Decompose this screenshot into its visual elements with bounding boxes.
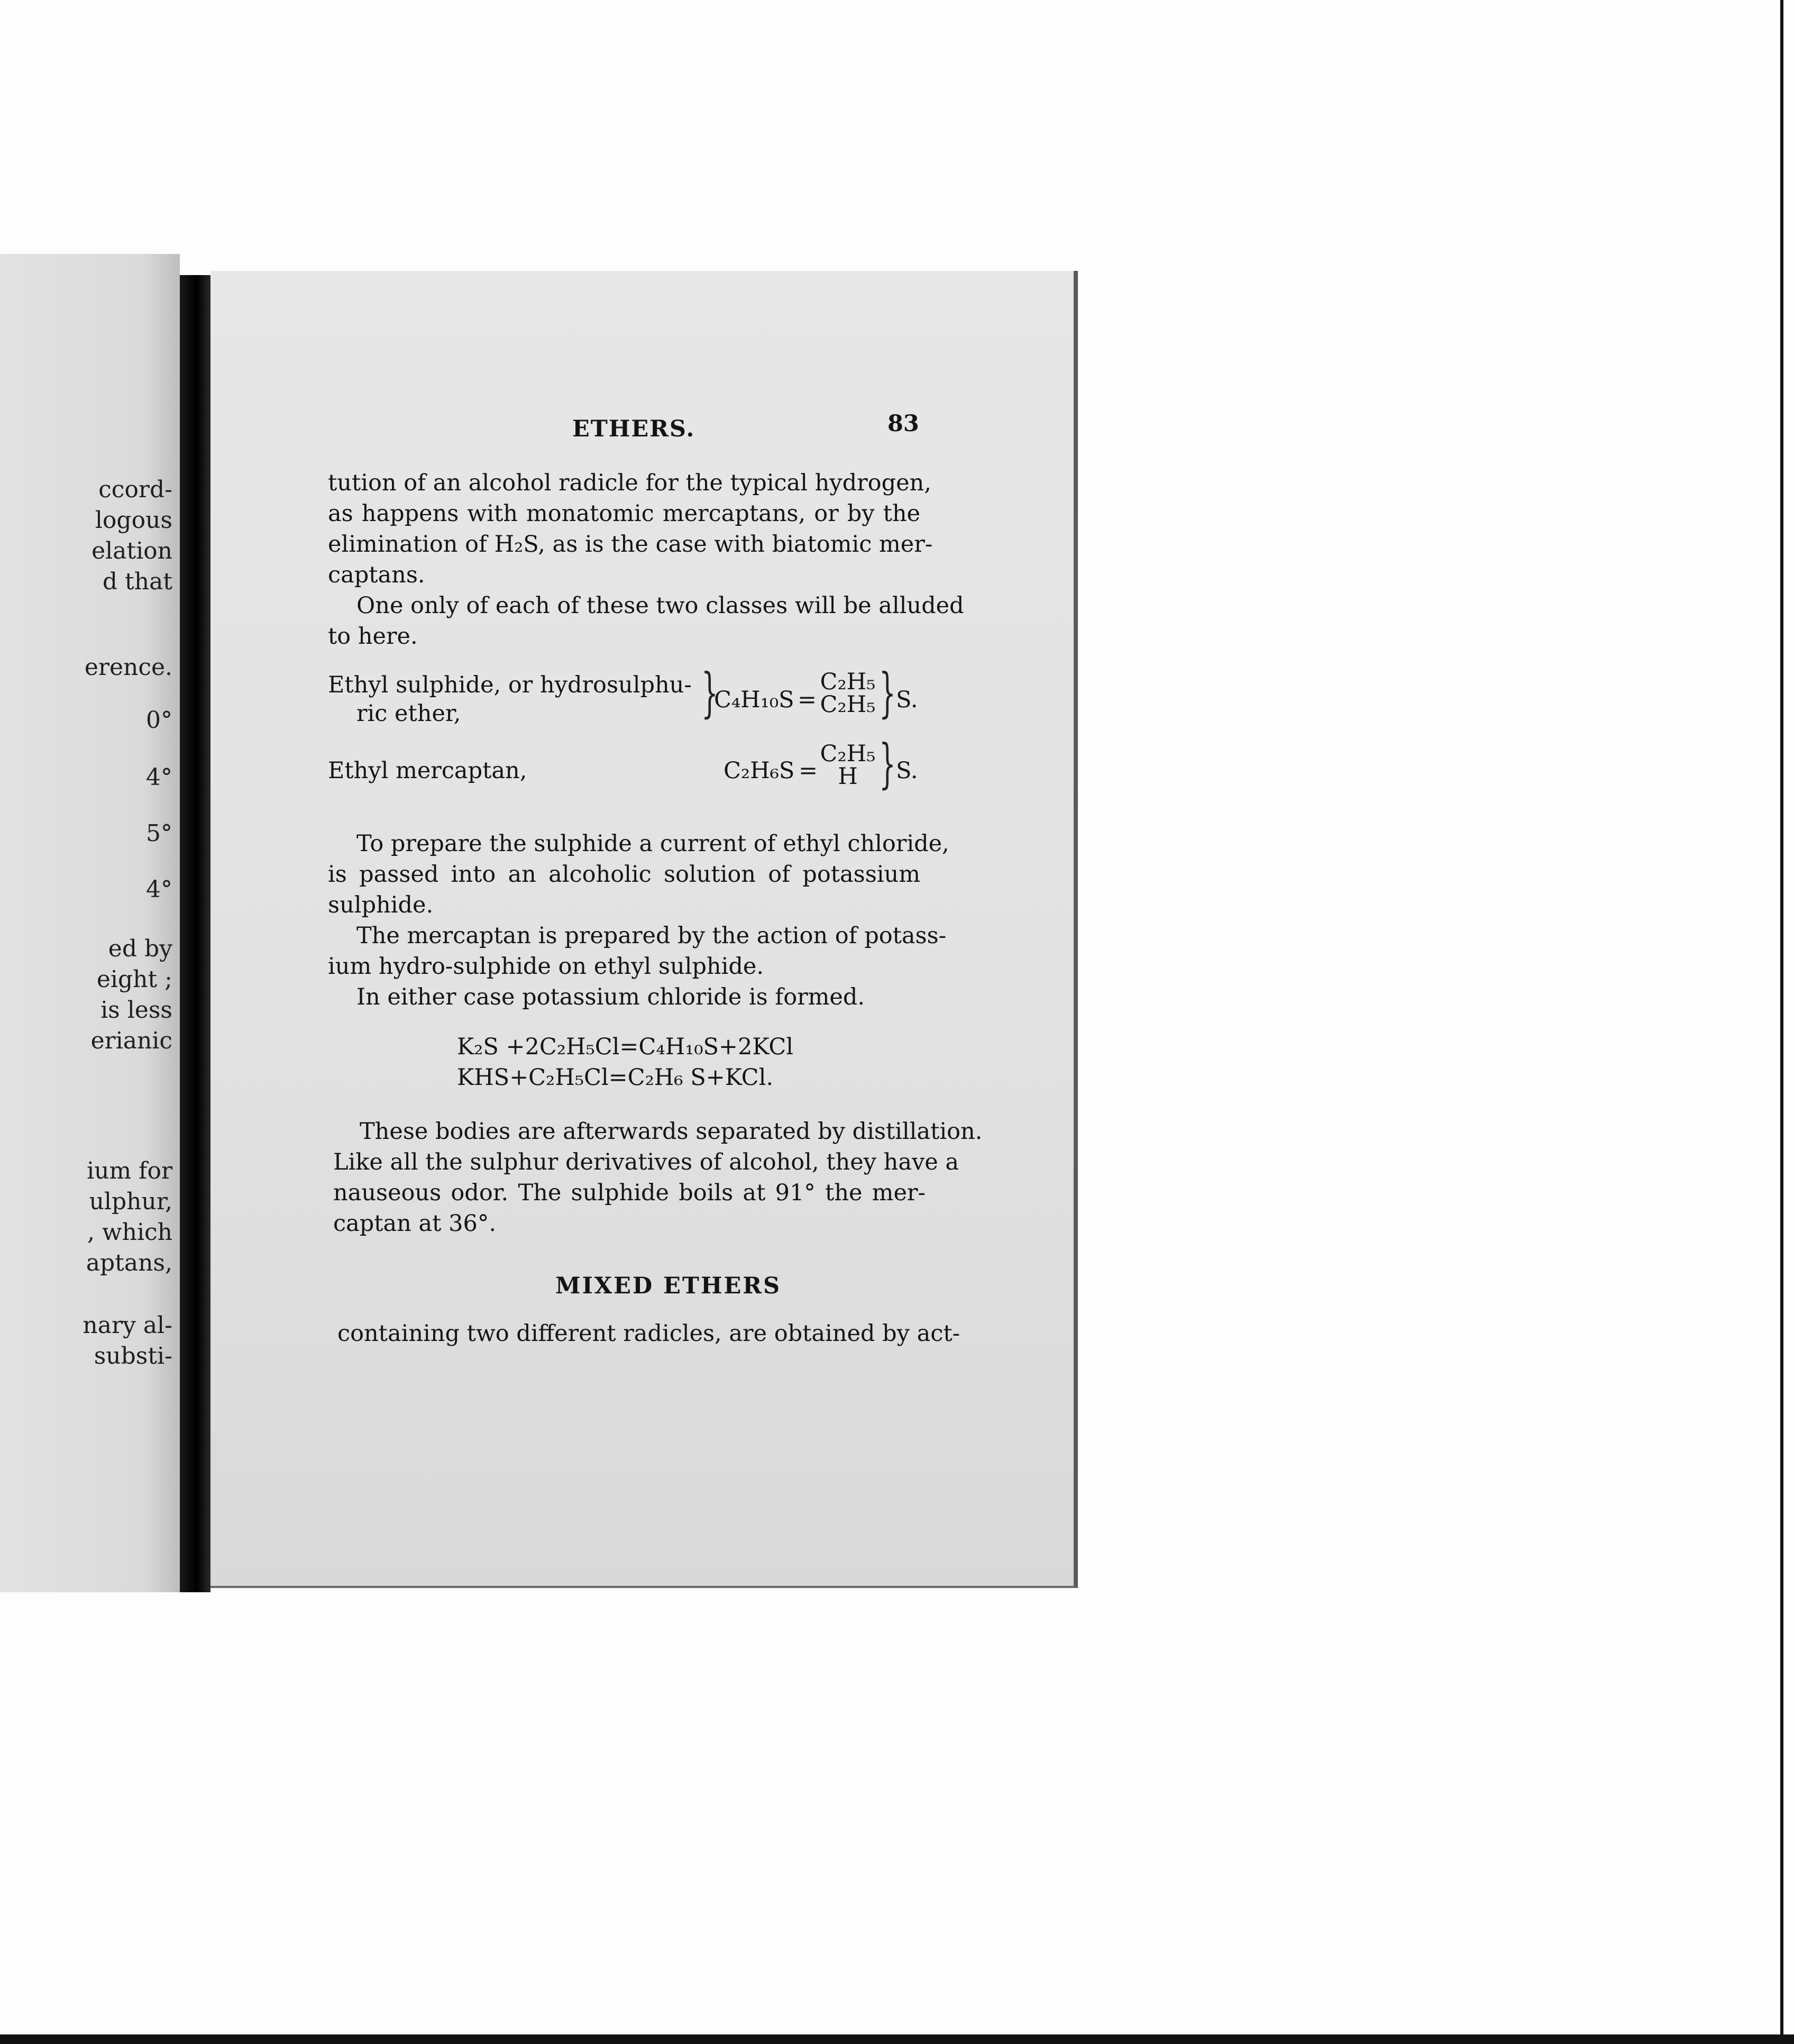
text-line: sulphide.	[328, 892, 434, 918]
text-line: These bodies are afterwards separated by distillation.	[360, 1118, 983, 1145]
previous-page-fragment	[0, 254, 180, 1592]
book-spine	[180, 275, 210, 1592]
fragment-line: , which	[87, 1219, 172, 1246]
fragment-line: nary al-	[83, 1312, 172, 1339]
fragment-line: 4°	[146, 764, 172, 791]
fragment-line: ccord-	[98, 476, 172, 503]
fragment-line: is less	[100, 997, 172, 1024]
formula-label: Ethyl sulphide, or hydrosulphu-	[328, 672, 692, 698]
radical-bottom: H	[838, 763, 858, 790]
book-page-83	[210, 271, 1078, 1588]
radical-bottom: C₂H₅	[820, 691, 876, 718]
fragment-line: aptans,	[86, 1249, 172, 1276]
text-line: In either case potassium chloride is formed.	[356, 984, 865, 1010]
equation-line: KHS+C₂H₅Cl=C₂H₆ S+KCl.	[457, 1064, 773, 1091]
fragment-line: d that	[102, 568, 172, 595]
formula-rhs: S.	[896, 687, 918, 713]
text-line: is passed into an alcoholic solution of potassium	[328, 861, 920, 888]
section-subheading: MIXED ETHERS	[555, 1273, 782, 1299]
equation-line: K₂S +2C₂H₅Cl=C₄H₁₀S+2KCl	[457, 1034, 794, 1060]
running-head: ETHERS.	[572, 416, 695, 442]
left-brace: }	[701, 662, 718, 724]
scan-edge-bottom	[0, 2034, 1794, 2044]
scan-edge-right	[1780, 0, 1783, 2044]
formula-equals: =	[798, 687, 817, 713]
text-line: captan at 36°.	[333, 1210, 496, 1237]
text-line: captans.	[328, 562, 425, 588]
text-line: To prepare the sulphide a current of ethyl chloride,	[356, 831, 949, 857]
fragment-line: 5°	[146, 820, 172, 847]
fragment-line: ium for	[87, 1157, 172, 1184]
formula-label: ric ether,	[356, 700, 461, 727]
page-number: 83	[887, 410, 919, 437]
formula-rhs: S.	[896, 758, 918, 784]
text-line: to here.	[328, 623, 418, 650]
fragment-line: 0°	[146, 707, 172, 734]
fragment-line: elation	[91, 537, 172, 564]
formula-label: Ethyl mercaptan,	[328, 758, 527, 784]
text-line: elimination of H₂S, as is the case with biatomic mer-	[328, 531, 933, 558]
right-brace: }	[879, 733, 896, 795]
formula-equals: =	[799, 758, 818, 784]
fragment-line: logous	[95, 507, 172, 534]
radical-stack	[819, 671, 877, 716]
text-line: containing two different radicles, are obtained by act-	[337, 1320, 960, 1347]
text-line: as happens with monatomic mercaptans, or by the	[328, 500, 920, 527]
text-line: The mercaptan is prepared by the action of potass-	[356, 923, 947, 949]
text-line: tution of an alcohol radicle for the typical hydrogen,	[328, 470, 931, 496]
fragment-line: ulphur,	[89, 1188, 172, 1215]
fragment-line: substi-	[94, 1343, 172, 1370]
radical-top: C₂H₅	[820, 669, 876, 695]
radical-top: C₂H₅	[820, 741, 876, 767]
text-line: nauseous odor. The sulphide boils at 91° the mer-	[333, 1180, 926, 1206]
text-line: Like all the sulphur derivatives of alcohol, they have a	[333, 1149, 959, 1175]
text-line: ium hydro-sulphide on ethyl sulphide.	[328, 953, 764, 980]
fragment-line: erianic	[90, 1027, 172, 1054]
right-brace: }	[879, 662, 896, 724]
formula-lhs: C₄H₁₀S	[714, 687, 794, 713]
fragment-line: eight ;	[96, 966, 172, 993]
text-line: One only of each of these two classes will be alluded	[356, 592, 964, 619]
radical-stack	[819, 743, 877, 788]
formula-lhs: C₂H₆S	[724, 758, 795, 784]
fragment-line: 4°	[146, 876, 172, 903]
fragment-line: erence.	[84, 654, 172, 681]
fragment-line: ed by	[108, 935, 172, 962]
